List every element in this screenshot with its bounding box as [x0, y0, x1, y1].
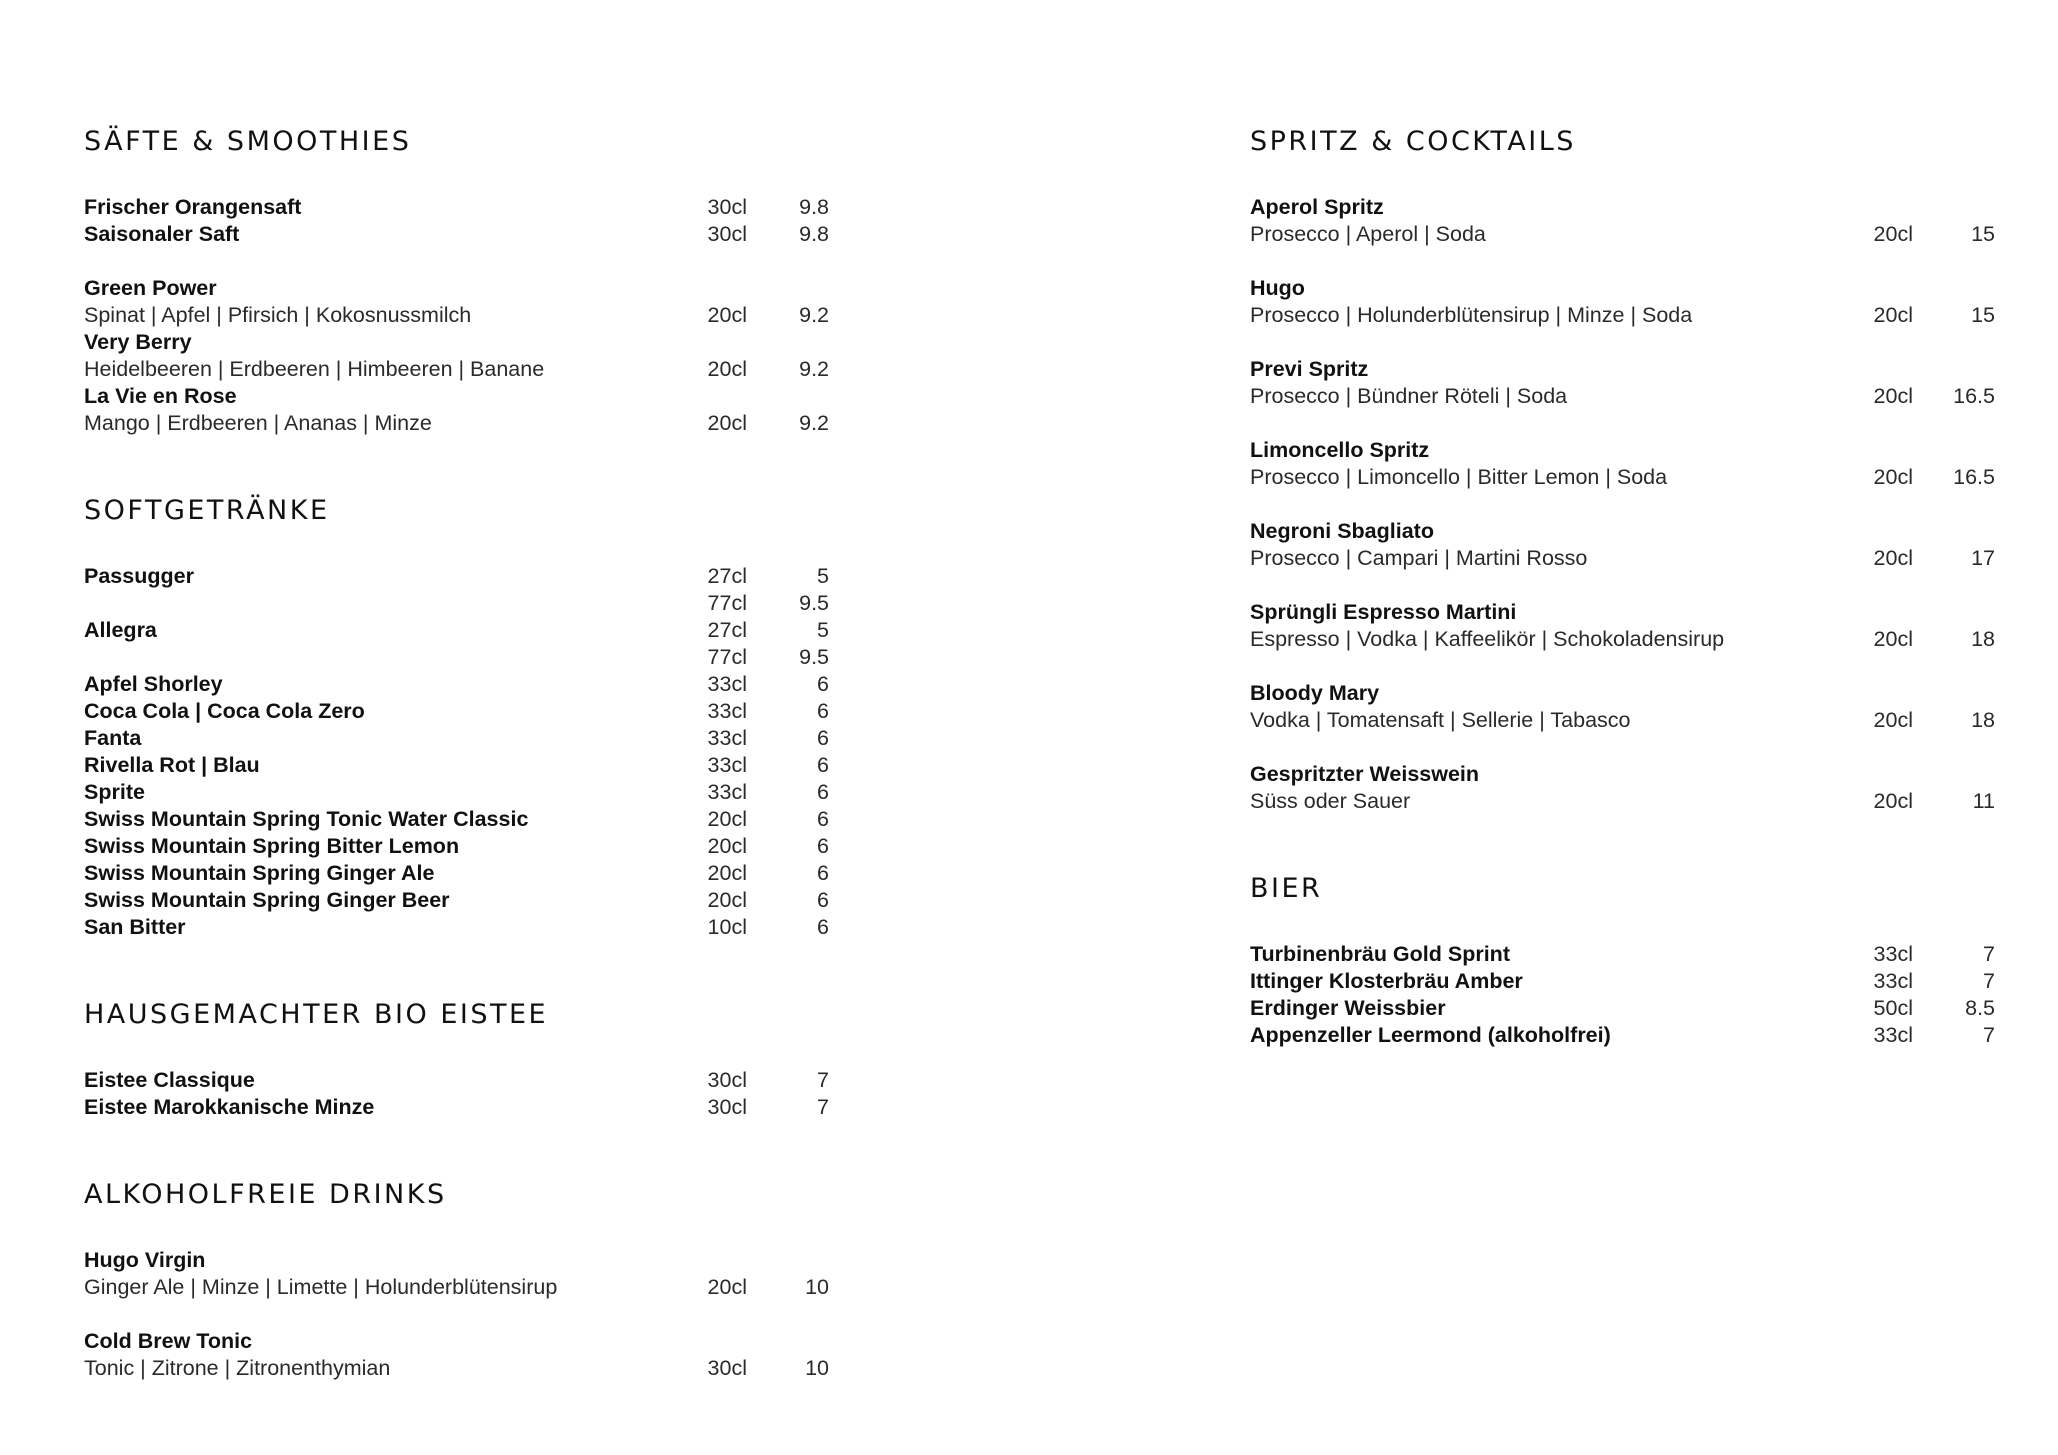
item-name: Passugger	[84, 564, 194, 588]
menu-item	[1250, 599, 1995, 653]
item-name: Previ Spritz	[1250, 357, 1369, 381]
item-name: Green Power	[84, 276, 217, 300]
item-line	[84, 1094, 829, 1121]
item-name-line	[1250, 761, 1995, 788]
item-price: 9.5	[799, 591, 829, 615]
menu-item	[84, 1328, 829, 1382]
item-line	[84, 221, 829, 248]
section-spacer	[1250, 815, 1995, 869]
item-size: 33cl	[707, 726, 747, 750]
section-title: SPRITZ & COCKTAILS	[1250, 126, 1576, 157]
item-size: 30cl	[707, 222, 747, 246]
item-size: 33cl	[1873, 942, 1913, 966]
item-price: 10	[805, 1356, 829, 1380]
section-title: BIER	[1250, 873, 1323, 904]
item-price: 6	[817, 834, 829, 858]
section-bier	[1250, 869, 1995, 1049]
item-price: 7	[1983, 969, 1995, 993]
menu-item	[84, 725, 829, 752]
spacer	[1250, 410, 1995, 437]
item-name-line	[84, 329, 829, 356]
item-price: 9.5	[799, 645, 829, 669]
item-name-line	[1250, 194, 1995, 221]
item-price: 6	[817, 726, 829, 750]
menu-item	[84, 617, 829, 644]
menu-item	[84, 275, 829, 329]
item-name: Coca Cola | Coca Cola Zero	[84, 699, 365, 723]
item-name: Turbinenbräu Gold Sprint	[1250, 942, 1510, 966]
item-price: 16.5	[1953, 465, 1995, 489]
item-size: 20cl	[707, 807, 747, 831]
menu-item	[1250, 680, 1995, 734]
item-name: Gespritzter Weisswein	[1250, 762, 1480, 786]
item-price: 10	[805, 1275, 829, 1299]
item-size: 33cl	[707, 699, 747, 723]
item-desc-line	[84, 302, 829, 329]
spacer	[1250, 653, 1995, 680]
item-name: Eistee Classique	[84, 1068, 255, 1092]
item-size: 20cl	[1873, 789, 1913, 813]
item-size: 20cl	[707, 834, 747, 858]
item-price: 6	[817, 861, 829, 885]
item-size: 20cl	[707, 861, 747, 885]
menu-item	[84, 221, 829, 248]
menu-item	[84, 329, 829, 383]
item-price: 5	[817, 564, 829, 588]
item-name: Aperol Spritz	[1250, 195, 1384, 219]
item-name: Apfel Shorley	[84, 672, 223, 696]
item-size: 50cl	[1873, 996, 1913, 1020]
menu-item	[1250, 761, 1995, 815]
item-desc-line	[1250, 626, 1995, 653]
item-line	[84, 590, 829, 617]
menu-item	[1250, 356, 1995, 410]
item-desc-line	[1250, 545, 1995, 572]
menu-item	[84, 806, 829, 833]
item-price: 6	[817, 888, 829, 912]
item-line	[84, 644, 829, 671]
item-size: 77cl	[707, 645, 747, 669]
item-price: 18	[1971, 708, 1995, 732]
item-desc-line	[84, 410, 829, 437]
menu-item	[84, 644, 829, 671]
item-desc-line	[84, 1274, 829, 1301]
item-price: 6	[817, 699, 829, 723]
item-line	[84, 725, 829, 752]
item-line	[84, 806, 829, 833]
item-description: Prosecco | Campari | Martini Rosso	[1250, 546, 1588, 570]
item-description: Heidelbeeren | Erdbeeren | Himbeeren | Banane	[84, 357, 545, 381]
menu-item	[1250, 194, 1995, 248]
item-desc-line	[84, 1355, 829, 1382]
item-name: Negroni Sbagliato	[1250, 519, 1434, 543]
section-title: SOFTGETRÄNKE	[84, 495, 330, 526]
section-title: ALKOHOLFREIE DRINKS	[84, 1179, 447, 1210]
item-name: Swiss Mountain Spring Bitter Lemon	[84, 834, 460, 858]
item-name: Erdinger Weissbier	[1250, 996, 1446, 1020]
menu-item	[84, 563, 829, 590]
section-title: SÄFTE & SMOOTHIES	[84, 126, 412, 157]
spacer	[1250, 248, 1995, 275]
menu-item	[1250, 437, 1995, 491]
item-name-line	[1250, 518, 1995, 545]
section-spacer	[84, 1121, 829, 1175]
item-size: 20cl	[1873, 222, 1913, 246]
item-size: 10cl	[707, 915, 747, 939]
item-size: 30cl	[707, 1095, 747, 1119]
item-price: 6	[817, 780, 829, 804]
item-desc-line	[1250, 788, 1995, 815]
item-line	[84, 752, 829, 779]
item-price: 15	[1971, 222, 1995, 246]
menu-item	[84, 1067, 829, 1094]
item-size: 20cl	[1873, 303, 1913, 327]
left-column	[84, 122, 829, 1382]
item-name: Sprüngli Espresso Martini	[1250, 600, 1517, 624]
item-price: 6	[817, 807, 829, 831]
menu-item	[1250, 941, 1995, 968]
item-name: Limoncello Spritz	[1250, 438, 1430, 462]
menu-item	[1250, 275, 1995, 329]
item-size: 20cl	[1873, 465, 1913, 489]
item-desc-line	[1250, 464, 1995, 491]
item-name: Cold Brew Tonic	[84, 1329, 253, 1353]
item-size: 20cl	[1873, 546, 1913, 570]
item-price: 7	[817, 1095, 829, 1119]
item-price: 18	[1971, 627, 1995, 651]
item-size: 33cl	[707, 753, 747, 777]
item-description: Prosecco | Limoncello | Bitter Lemon | Soda	[1250, 465, 1668, 489]
item-line	[84, 194, 829, 221]
item-description: Tonic | Zitrone | Zitronenthymian	[84, 1356, 391, 1380]
item-line	[84, 617, 829, 644]
section-spacer	[84, 437, 829, 491]
item-line	[1250, 968, 1995, 995]
item-size: 30cl	[707, 1068, 747, 1092]
menu-item	[84, 914, 829, 941]
item-line	[84, 833, 829, 860]
item-description: Mango | Erdbeeren | Ananas | Minze	[84, 411, 432, 435]
item-description: Prosecco | Bündner Röteli | Soda	[1250, 384, 1568, 408]
item-line	[1250, 1022, 1995, 1049]
menu-item	[1250, 995, 1995, 1022]
item-price: 9.2	[799, 411, 829, 435]
spacer	[1250, 734, 1995, 761]
item-desc-line	[1250, 221, 1995, 248]
item-price: 5	[817, 618, 829, 642]
item-name: Bloody Mary	[1250, 681, 1380, 705]
spacer	[1250, 572, 1995, 599]
item-price: 6	[817, 915, 829, 939]
item-desc-line	[84, 356, 829, 383]
item-size: 30cl	[707, 195, 747, 219]
item-size: 30cl	[707, 1356, 747, 1380]
item-line	[84, 779, 829, 806]
item-price: 9.2	[799, 357, 829, 381]
item-description: Süss oder Sauer	[1250, 789, 1411, 813]
item-name: Swiss Mountain Spring Ginger Ale	[84, 861, 435, 885]
menu-item	[84, 1094, 829, 1121]
menu-item	[84, 860, 829, 887]
item-price: 16.5	[1953, 384, 1995, 408]
item-description: Vodka | Tomatensaft | Sellerie | Tabasco	[1250, 708, 1631, 732]
item-size: 20cl	[707, 1275, 747, 1299]
item-name-line	[1250, 437, 1995, 464]
item-line	[1250, 941, 1995, 968]
item-name: Swiss Mountain Spring Tonic Water Classic	[84, 807, 529, 831]
item-price: 6	[817, 753, 829, 777]
spacer	[1250, 329, 1995, 356]
item-price: 9.2	[799, 303, 829, 327]
item-price: 11	[1972, 789, 1995, 813]
item-price: 9.8	[799, 195, 829, 219]
menu-item	[1250, 518, 1995, 572]
menu-item	[84, 590, 829, 617]
item-price: 7	[1983, 1023, 1995, 1047]
item-price: 15	[1971, 303, 1995, 327]
item-description: Spinat | Apfel | Pfirsich | Kokosnussmilch	[84, 303, 472, 327]
item-line	[84, 671, 829, 698]
item-name: Saisonaler Saft	[84, 222, 240, 246]
item-size: 33cl	[1873, 969, 1913, 993]
item-desc-line	[1250, 383, 1995, 410]
item-name: San Bitter	[84, 915, 186, 939]
section-spacer	[84, 941, 829, 995]
item-size: 20cl	[1873, 708, 1913, 732]
menu-item	[84, 671, 829, 698]
item-name-line	[84, 1247, 829, 1274]
section-softgetraenke	[84, 491, 829, 941]
item-price: 6	[817, 672, 829, 696]
item-price: 9.8	[799, 222, 829, 246]
item-name-line	[1250, 356, 1995, 383]
item-line	[1250, 995, 1995, 1022]
menu-item	[84, 383, 829, 437]
item-size: 33cl	[707, 672, 747, 696]
right-column	[1250, 122, 1995, 1049]
item-desc-line	[1250, 302, 1995, 329]
item-name-line	[1250, 599, 1995, 626]
item-size: 27cl	[707, 618, 747, 642]
item-name-line	[84, 275, 829, 302]
item-name: Rivella Rot | Blau	[84, 753, 260, 777]
menu-item	[1250, 1022, 1995, 1049]
spacer	[84, 248, 829, 275]
item-name-line	[1250, 275, 1995, 302]
menu-item	[84, 698, 829, 725]
item-name: Eistee Marokkanische Minze	[84, 1095, 375, 1119]
item-price: 17	[1971, 546, 1995, 570]
section-saefte-and-smoothies	[84, 122, 829, 437]
item-name: Swiss Mountain Spring Ginger Beer	[84, 888, 450, 912]
item-size: 33cl	[707, 780, 747, 804]
menu-item	[84, 779, 829, 806]
menu-item	[84, 887, 829, 914]
item-name: Sprite	[84, 780, 145, 804]
item-line	[84, 698, 829, 725]
section-alkoholfreie-drinks	[84, 1175, 829, 1382]
item-price: 7	[817, 1068, 829, 1092]
menu-item	[84, 833, 829, 860]
item-size: 20cl	[707, 411, 747, 435]
section-title: HAUSGEMACHTER BIO EISTEE	[84, 999, 549, 1030]
item-name: Frischer Orangensaft	[84, 195, 302, 219]
item-name-line	[84, 383, 829, 410]
item-desc-line	[1250, 707, 1995, 734]
item-name: Ittinger Klosterbräu Amber	[1250, 969, 1523, 993]
item-name-line	[1250, 680, 1995, 707]
menu-item	[1250, 968, 1995, 995]
menu-item	[84, 752, 829, 779]
item-name: La Vie en Rose	[84, 384, 237, 408]
item-description: Prosecco | Holunderblütensirup | Minze | Soda	[1250, 303, 1693, 327]
menu-item	[84, 1247, 829, 1301]
item-description: Ginger Ale | Minze | Limette | Holunderblütensirup	[84, 1275, 558, 1299]
item-line	[84, 860, 829, 887]
item-name: Allegra	[84, 618, 157, 642]
item-line	[84, 1067, 829, 1094]
item-size: 33cl	[1873, 1023, 1913, 1047]
item-line	[84, 914, 829, 941]
item-name: Very Berry	[84, 330, 192, 354]
item-name: Hugo Virgin	[84, 1248, 206, 1272]
item-price: 8.5	[1965, 996, 1995, 1020]
item-size: 77cl	[707, 591, 747, 615]
menu-item	[84, 194, 829, 221]
item-size: 20cl	[707, 888, 747, 912]
item-price: 7	[1983, 942, 1995, 966]
item-name-line	[84, 1328, 829, 1355]
item-description: Espresso | Vodka | Kaffeelikör | Schokoladensirup	[1250, 627, 1725, 651]
item-name: Hugo	[1250, 276, 1305, 300]
spacer	[84, 1301, 829, 1328]
spacer	[1250, 491, 1995, 518]
item-size: 20cl	[1873, 627, 1913, 651]
item-size: 20cl	[707, 357, 747, 381]
section-hausgemachter-bio-eistee	[84, 995, 829, 1121]
item-description: Prosecco | Aperol | Soda	[1250, 222, 1486, 246]
section-spritz-and-cocktails	[1250, 122, 1995, 815]
item-size: 20cl	[1873, 384, 1913, 408]
item-name: Fanta	[84, 726, 142, 750]
item-line	[84, 563, 829, 590]
item-name: Appenzeller Leermond (alkoholfrei)	[1250, 1023, 1611, 1047]
item-size: 20cl	[707, 303, 747, 327]
item-size: 27cl	[707, 564, 747, 588]
item-line	[84, 887, 829, 914]
